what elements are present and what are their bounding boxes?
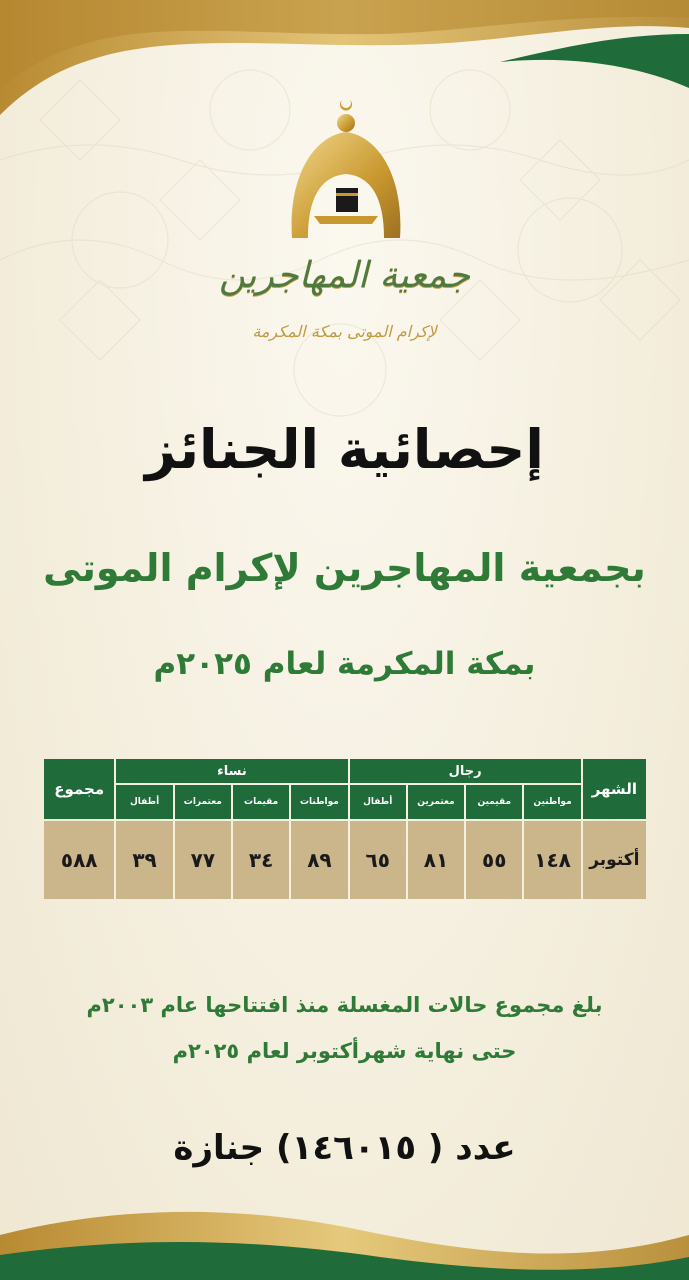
men-children-value: ٦٥ bbox=[350, 821, 406, 899]
summary-line-1: بلغ مجموع حالات المغسلة منذ افتتاحها عام ٢٠٠٣م bbox=[86, 993, 603, 1017]
women-residents-value: ٣٤ bbox=[233, 821, 289, 899]
summary-line-2: حتى نهاية شهرأكتوبر لعام ٢٠٢٥م bbox=[172, 1039, 517, 1063]
women-children-value: ٣٩ bbox=[116, 821, 172, 899]
men-residents-header: مقيمين bbox=[466, 785, 522, 819]
men-citizens-value: ١٤٨ bbox=[524, 821, 580, 899]
bottom-decorative-wave bbox=[0, 1195, 689, 1280]
total-funerals-count: عدد ( ١٤٦٠١٥) جنازة bbox=[173, 1128, 516, 1168]
total-header: مجموع bbox=[44, 759, 114, 819]
table-row bbox=[44, 821, 646, 899]
subtitle: بجمعية المهاجرين لإكرام الموتى bbox=[43, 546, 646, 590]
logo-tagline: لإكرام الموتى بمكة المكرمة bbox=[252, 322, 437, 341]
month-header: الشهر bbox=[583, 759, 646, 819]
logo-title: جمعية المهاجرين bbox=[219, 255, 470, 296]
women-children-header: أطفال bbox=[116, 785, 172, 819]
women-residents-header: مقيمات bbox=[233, 785, 289, 819]
women-citizens-header: مواطنات bbox=[291, 785, 347, 819]
women-citizens-value: ٨٩ bbox=[291, 821, 347, 899]
women-header: نساء bbox=[116, 759, 347, 783]
men-header: رجال bbox=[350, 759, 581, 783]
men-pilgrims-value: ٨١ bbox=[408, 821, 464, 899]
women-pilgrims-header: معتمرات bbox=[175, 785, 231, 819]
men-pilgrims-header: معتمرين bbox=[408, 785, 464, 819]
total-value: ٥٨٨ bbox=[44, 821, 114, 899]
subtitle-year: بمكة المكرمة لعام ٢٠٢٥م bbox=[153, 646, 536, 682]
page-title: إحصائية الجنائز bbox=[145, 418, 544, 481]
women-pilgrims-value: ٧٧ bbox=[175, 821, 231, 899]
statistics-table bbox=[42, 757, 648, 901]
men-residents-value: ٥٥ bbox=[466, 821, 522, 899]
men-children-header: أطفال bbox=[350, 785, 406, 819]
men-citizens-header: مواطنين bbox=[524, 785, 580, 819]
month-cell: أكتوبر bbox=[583, 821, 646, 899]
dome-kaaba-emblem bbox=[284, 96, 408, 241]
